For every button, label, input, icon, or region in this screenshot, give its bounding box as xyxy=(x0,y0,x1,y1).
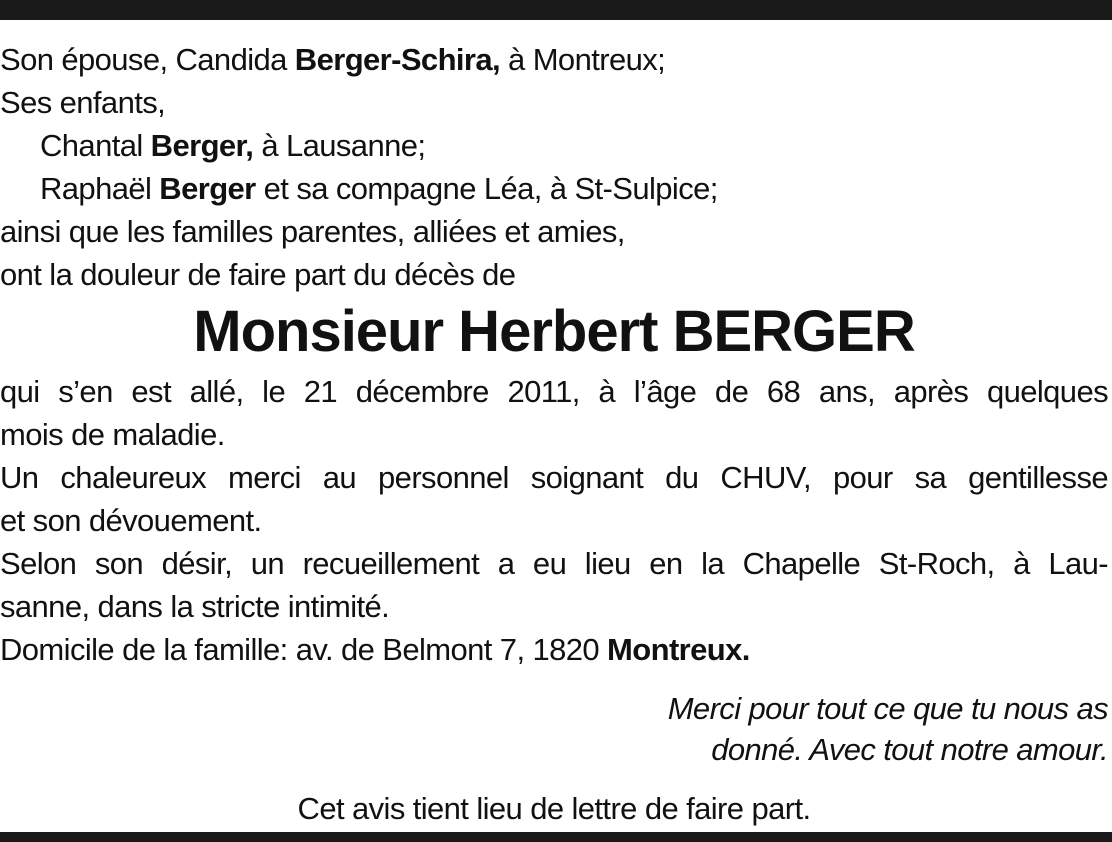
top-border-rule xyxy=(0,0,1112,20)
ceremony-line-1: Selon son désir, un recueillement a eu lieu en la Chapelle St-Roch, à Lau- xyxy=(0,546,1108,581)
announcement-line: ont la douleur de faire part du décès de xyxy=(0,257,516,292)
child-line-chantal xyxy=(0,124,1108,167)
children-heading: Ses enfants, xyxy=(0,85,166,120)
spouse-line xyxy=(0,38,1108,81)
deceased-name: Monsieur Herbert BERGER xyxy=(193,299,915,364)
thanks-line-2: et son dévouement. xyxy=(0,503,262,538)
bottom-border-rule xyxy=(0,832,1112,842)
death-details-line-1: qui s’en est allé, le 21 décembre 2011, à l’âge de 68 ans, après quelques xyxy=(0,374,1108,409)
closing-message xyxy=(0,687,1108,769)
domicile-line xyxy=(0,628,1108,671)
closing-line-1: Merci pour tout ce que tu nous as xyxy=(667,691,1108,726)
child-location: et sa compagne Léa, à St-Sulpice; xyxy=(255,171,718,206)
domicile-city: Montreux. xyxy=(607,632,750,667)
closing-line-2: donné. Avec tout notre amour. xyxy=(711,732,1108,767)
spouse-prefix: Son épouse, Candida xyxy=(0,42,295,77)
child-first-name: Chantal xyxy=(40,128,151,163)
child-location: à Lausanne; xyxy=(253,128,426,163)
extended-family-line: ainsi que les familles parentes, alliées et amies, xyxy=(0,214,625,249)
domicile-address: Domicile de la famille: av. de Belmont 7, 1820 xyxy=(0,632,608,667)
child-line-raphael xyxy=(0,167,1108,210)
spouse-location: à Montreux; xyxy=(500,42,666,77)
child-last-name: Berger, xyxy=(150,128,254,163)
ceremony-line-2: sanne, dans la stricte intimité. xyxy=(0,589,390,624)
death-details-line-2: mois de maladie. xyxy=(0,417,225,452)
obituary-notice xyxy=(0,38,1108,830)
thanks-line-1: Un chaleureux merci au personnel soignant du CHUV, pour sa gentillesse xyxy=(0,460,1108,495)
spouse-name: Berger-Schira, xyxy=(294,42,501,77)
child-last-name: Berger xyxy=(159,171,256,206)
footer-note: Cet avis tient lieu de lettre de faire part. xyxy=(297,791,811,826)
child-first-name: Raphaël xyxy=(40,171,160,206)
